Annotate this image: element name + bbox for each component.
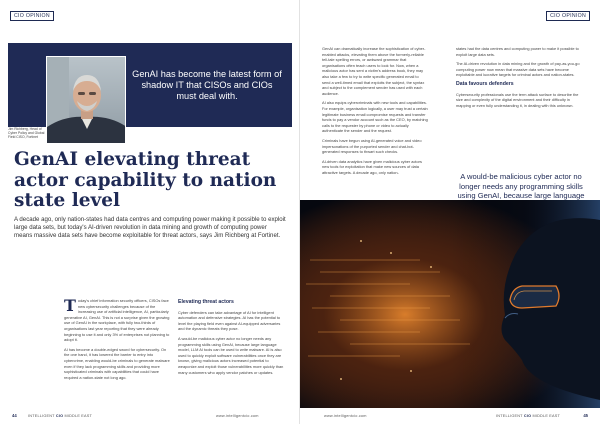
body-paragraph: AI has become a double-edged sword for cybersecurity. On the one hand, it has lowered the barrier to entry into cybercrime, enabling would-be criminals to generate malware even if they lack programming skills and providing more sophisticated criminals with capabilities that could have required a nation-state not long ago.: [64, 346, 170, 380]
section-heading: Elevating threat actors: [178, 299, 234, 305]
footer-url-right: www.intelligentcio.com: [324, 414, 367, 418]
body-paragraph: The AI-driven revolution in data mining and the growth of pay-as-you-go computing power now mean that massive data sets have become exploitable and lucrative targets for criminal actors and nation-states.: [456, 61, 580, 78]
author-portrait: [46, 56, 126, 144]
hacker-photo-image: [300, 200, 600, 408]
footer-brand-left: INTELLIGENT CIO MIDDLE EAST: [28, 414, 93, 418]
body-paragraph: Criminals have begun using AI-generated voice and video impersonations of the purported sender and chat-bot-generated responses to thwart such checks.: [322, 137, 422, 155]
right-page: [300, 0, 600, 424]
body-paragraph: Cybersecurity professionals use the term attack surface to describe the size and complexity of the digital environment and their difficulty in mapping or even fully understanding it, in dealing with this unknown.: [456, 91, 579, 108]
portrait-caption: Jim Richberg, Head of Cyber Policy and Global Field CISO, Fortinet: [8, 127, 45, 140]
footer-url-left: www.intelligentcio.com: [216, 414, 259, 418]
footer-brand-right: INTELLIGENT CIO MIDDLE EAST: [496, 414, 561, 418]
article-standfirst: A decade ago, only nation-states had data centres and computing power making it possible to exploit large data sets, but today's AI-driven revolution in data mining and growth of computing power means massive data sets have become exploitable for threat actors, says Jim Richberg at Fortinet.: [14, 216, 286, 240]
hero-quote: GenAI has become the latest form of shadow IT that CISOs and CIOs must deal with.: [132, 69, 282, 101]
body-paragraph: states had the data centres and computing power to make it possible to exploit large data sets.: [456, 46, 579, 57]
right-body-column-2: [456, 46, 582, 112]
body-paragraph: Today's chief information security officers, CISOs face new cybersecurity challenges because of the increasing use of artificial intelligence, AI, particularly generative AI, GenAI. This is not a surprise given the growing use of GenAI in the workplace, with fully two-thirds of organisations last year reporting that they were already beginning to use it and only 3% of enterprises not planning to adopt it.: [64, 296, 170, 343]
section-tag: CIO OPINION: [546, 11, 590, 21]
article-headline: GenAI elevating threat actor capability to nation state level: [14, 149, 277, 211]
section-tag: CIO OPINION: [10, 11, 54, 21]
pull-quote: A would-be malicious cyber actor no longer needs any programming skills using GenAI, because large language: [457, 172, 585, 201]
page-number-left: 44: [12, 413, 17, 418]
hacker-photo: [300, 200, 600, 408]
right-body-column-1: [322, 46, 428, 179]
body-paragraph: Cyber defenders can take advantage of AI for intelligent automation and defensive strategies. AI has the potential to level the playing field even against AI-equipped adversaries and the dynamic threats they pose.: [178, 309, 281, 332]
left-body-column-2: [178, 298, 286, 379]
portrait-image: [47, 57, 126, 144]
section-heading: Data favours defenders: [456, 80, 514, 87]
left-body-column-1: [64, 298, 170, 384]
page-number-right: 45: [583, 413, 588, 418]
body-paragraph: A would-be malicious cyber actor no longer needs any programming skills using GenAI, because large language model, LLM AI tools can be used to write malware. AI is also used to quickly exploit software vulnerabilities once they are known, giving malicious actors increased potential to weaponize and exploit those vulnerabilities more quickly than many customers who apply vendor patches or updates.: [178, 335, 284, 375]
body-paragraph: GenAI can dramatically increase the sophistication of cyber-enabled attacks, elevating them above the formerly-reliable tell-tale spelling errors, or awkward grammar that organisations often teach users to look for. Now, when a malicious actor has sent a victim's address book, they may also take a few to try to write specific generated email to send a well-timed email that exploits the subject, the syntax and subject to the complement sender has used with each audience.: [322, 46, 426, 96]
body-paragraph: AI-driven data analytics have given malicious cyber actors new tools for exploitation that make new sources of data attractive targets. A decade ago, only nation-: [322, 158, 422, 175]
drop-cap: T: [64, 296, 76, 315]
body-paragraph: AI also equips cybercriminals with new tools and capabilities. For example, organisation logically, a user may trust a certain legitimate business email compromise requests and transfer funds to pay a vendor account such as the CEO, by matching calls to the requester by phone or video to actually authenticate the sender and the request.: [322, 100, 428, 134]
